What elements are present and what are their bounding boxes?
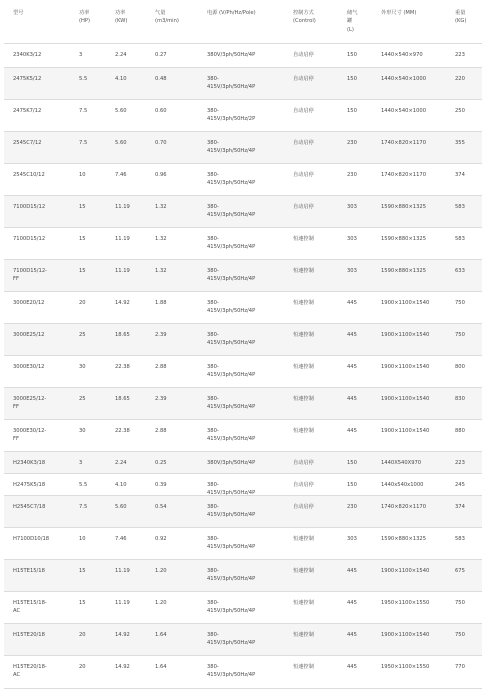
cell-model: H2475K5/18: [13, 482, 46, 488]
cell-power-kw: 4.10: [115, 482, 127, 488]
cell-model: 2545C7/12: [13, 140, 42, 146]
cell-power-kw: 18.65: [115, 396, 130, 402]
cell-power-supply: 380- 415V/3ph/50Hz/4P: [207, 140, 256, 155]
table-row: [4, 356, 482, 388]
cell-air-volume: 1.88: [155, 300, 167, 306]
cell-dimensions: 1590×880×1325: [381, 236, 426, 242]
cell-power-supply: 380- 415V/3ph/50Hz/4P: [207, 428, 256, 443]
cell-power-hp: 3: [79, 52, 83, 58]
cell-power-supply: 380- 415V/3ph/50Hz/4P: [207, 536, 256, 551]
cell-control: 恒速控制: [293, 536, 314, 542]
cell-weight: 374: [455, 504, 465, 510]
cell-control: 恒速控制: [293, 364, 314, 370]
cell-tank: 303: [347, 268, 357, 274]
cell-model: H15TE20/18- AC: [13, 664, 47, 679]
cell-control: 恒速控制: [293, 332, 314, 338]
cell-power-kw: 14.92: [115, 632, 130, 638]
cell-control: 恒速控制: [293, 236, 314, 242]
cell-power-supply: 380- 415V/3ph/50Hz/4P: [207, 482, 256, 497]
header-tank: 储气 罐 (L): [347, 10, 358, 33]
cell-model: 3000E30/12- FF: [13, 428, 47, 443]
cell-power-supply: 380- 415V/3ph/50Hz/4P: [207, 172, 256, 187]
cell-weight: 245: [455, 482, 465, 488]
cell-air-volume: 0.54: [155, 504, 167, 510]
cell-air-volume: 2.88: [155, 428, 167, 434]
cell-model: 3000E25/12: [13, 332, 45, 338]
cell-power-supply: 380- 415V/3ph/50Hz/4P: [207, 76, 256, 91]
cell-control: 恒速控制: [293, 664, 314, 670]
cell-weight: 750: [455, 300, 465, 306]
cell-control: 自动启停: [293, 460, 314, 466]
cell-power-hp: 20: [79, 632, 86, 638]
cell-air-volume: 0.60: [155, 108, 167, 114]
table-row: [4, 324, 482, 356]
cell-power-kw: 2.24: [115, 52, 127, 58]
cell-air-volume: 0.39: [155, 482, 167, 488]
table-row: [4, 474, 482, 496]
cell-power-hp: 30: [79, 428, 86, 434]
cell-air-volume: 2.39: [155, 332, 167, 338]
cell-dimensions: 1740×820×1170: [381, 504, 426, 510]
cell-dimensions: 1590×880×1325: [381, 268, 426, 274]
cell-model: H2545C7/18: [13, 504, 46, 510]
table-row: [4, 388, 482, 420]
cell-control: 自动启停: [293, 52, 314, 58]
cell-power-hp: 3: [79, 460, 83, 466]
cell-dimensions: 1590×880×1325: [381, 204, 426, 210]
cell-weight: 830: [455, 396, 465, 402]
cell-power-hp: 15: [79, 236, 86, 242]
cell-power-supply: 380- 415V/3ph/50Hz/4P: [207, 204, 256, 219]
cell-power-kw: 11.19: [115, 204, 130, 210]
cell-power-kw: 22.38: [115, 364, 130, 370]
cell-control: 恒速控制: [293, 600, 314, 606]
cell-power-supply: 380- 415V/3ph/50Hz/4P: [207, 300, 256, 315]
cell-power-hp: 10: [79, 172, 86, 178]
cell-tank: 445: [347, 428, 357, 434]
cell-weight: 750: [455, 600, 465, 606]
cell-power-supply: 380- 415V/3ph/50Hz/4P: [207, 364, 256, 379]
cell-weight: 223: [455, 460, 465, 466]
cell-dimensions: 1590×880×1325: [381, 536, 426, 542]
cell-weight: 355: [455, 140, 465, 146]
cell-power-hp: 20: [79, 664, 86, 670]
cell-model: 3000E25/12- FF: [13, 396, 47, 411]
table-body: [4, 44, 482, 689]
cell-power-hp: 15: [79, 204, 86, 210]
table-row: [4, 452, 482, 474]
cell-dimensions: 1900×1100×1540: [381, 396, 430, 402]
cell-power-kw: 14.92: [115, 300, 130, 306]
cell-power-hp: 15: [79, 568, 86, 574]
cell-weight: 750: [455, 632, 465, 638]
spec-table: [4, 3, 482, 689]
cell-power-hp: 10: [79, 536, 86, 542]
cell-tank: 230: [347, 504, 357, 510]
header-power-hp: 功率 (HP): [79, 10, 91, 25]
cell-dimensions: 1900×1100×1540: [381, 332, 430, 338]
cell-model: 3000E20/12: [13, 300, 45, 306]
cell-power-supply: 380- 415V/3ph/50Hz/4P: [207, 396, 256, 411]
table-row: [4, 292, 482, 324]
cell-power-kw: 7.46: [115, 172, 127, 178]
cell-tank: 150: [347, 76, 357, 82]
cell-tank: 150: [347, 52, 357, 58]
header-power-supply: 电源 (V/Ph/Hz/Pole): [207, 10, 256, 16]
cell-air-volume: 1.20: [155, 568, 167, 574]
cell-tank: 445: [347, 396, 357, 402]
cell-model: 2340K3/12: [13, 52, 42, 58]
cell-control: 自动启停: [293, 172, 314, 178]
cell-weight: 770: [455, 664, 465, 670]
table-row: [4, 496, 482, 528]
table-row: [4, 44, 482, 68]
cell-air-volume: 1.20: [155, 600, 167, 606]
cell-air-volume: 0.27: [155, 52, 167, 58]
cell-tank: 445: [347, 632, 357, 638]
cell-dimensions: 1900×1100×1540: [381, 364, 430, 370]
cell-power-kw: 11.19: [115, 236, 130, 242]
cell-dimensions: 1440×540×1000: [381, 108, 426, 114]
cell-dimensions: 1900×1100×1540: [381, 428, 430, 434]
cell-dimensions: 1900×1100×1540: [381, 632, 430, 638]
header-weight: 重量 (KG): [455, 10, 467, 25]
cell-control: 恒速控制: [293, 632, 314, 638]
cell-power-hp: 7.5: [79, 108, 88, 114]
cell-power-hp: 15: [79, 600, 86, 606]
cell-power-supply: 380V/3ph/50Hz/4P: [207, 52, 256, 58]
cell-air-volume: 0.25: [155, 460, 167, 466]
cell-power-hp: 30: [79, 364, 86, 370]
cell-model: H15TE20/18: [13, 632, 45, 638]
cell-power-hp: 5.5: [79, 76, 88, 82]
cell-power-supply: 380- 415V/3ph/50Hz/4P: [207, 268, 256, 283]
cell-dimensions: 1440×540×1000: [381, 76, 426, 82]
cell-air-volume: 2.39: [155, 396, 167, 402]
cell-model: 7100D15/12- FF: [13, 268, 48, 283]
header-model: 型号: [13, 10, 24, 16]
cell-weight: 633: [455, 268, 465, 274]
header-control: 控制方式 (Control): [293, 10, 316, 25]
table-row: [4, 68, 482, 100]
cell-power-hp: 20: [79, 300, 86, 306]
cell-tank: 445: [347, 300, 357, 306]
cell-weight: 800: [455, 364, 465, 370]
cell-tank: 150: [347, 108, 357, 114]
cell-power-supply: 380- 415V/3ph/50Hz/4P: [207, 664, 256, 679]
cell-model: H15TE15/18- AC: [13, 600, 47, 615]
cell-control: 自动启停: [293, 504, 314, 510]
table-row: [4, 260, 482, 292]
cell-power-kw: 5.60: [115, 108, 127, 114]
cell-tank: 150: [347, 482, 357, 488]
cell-dimensions: 1740×820×1170: [381, 140, 426, 146]
cell-weight: 374: [455, 172, 465, 178]
cell-air-volume: 0.70: [155, 140, 167, 146]
cell-air-volume: 1.32: [155, 204, 167, 210]
cell-air-volume: 2.88: [155, 364, 167, 370]
cell-power-kw: 7.46: [115, 536, 127, 542]
cell-weight: 750: [455, 332, 465, 338]
header-dimensions: 外形尺寸 (MM): [381, 10, 417, 16]
cell-dimensions: 1900×1100×1540: [381, 568, 430, 574]
cell-tank: 445: [347, 568, 357, 574]
cell-power-kw: 11.19: [115, 568, 130, 574]
cell-control: 自动启停: [293, 76, 314, 82]
cell-tank: 303: [347, 236, 357, 242]
table-row: [4, 196, 482, 228]
cell-weight: 880: [455, 428, 465, 434]
cell-power-supply: 380- 415V/3ph/50Hz/4P: [207, 504, 256, 519]
cell-control: 自动启停: [293, 140, 314, 146]
cell-power-kw: 18.65: [115, 332, 130, 338]
cell-dimensions: 1950×1100×1550: [381, 600, 430, 606]
cell-dimensions: 1440X540X970: [381, 460, 422, 466]
cell-model: H2340K3/18: [13, 460, 46, 466]
table-header-row: [4, 3, 482, 44]
table-row: [4, 164, 482, 196]
cell-tank: 303: [347, 204, 357, 210]
cell-weight: 220: [455, 76, 465, 82]
cell-tank: 445: [347, 664, 357, 670]
table-row: [4, 592, 482, 624]
cell-air-volume: 1.32: [155, 236, 167, 242]
cell-model: 2545C10/12: [13, 172, 45, 178]
cell-dimensions: 1440×540×970: [381, 52, 423, 58]
cell-power-hp: 7.5: [79, 140, 88, 146]
header-power-kw: 功率 (KW): [115, 10, 128, 25]
cell-air-volume: 0.48: [155, 76, 167, 82]
cell-power-kw: 2.24: [115, 460, 127, 466]
cell-control: 自动启停: [293, 108, 314, 114]
cell-tank: 303: [347, 536, 357, 542]
cell-tank: 230: [347, 140, 357, 146]
cell-dimensions: 1440x540x1000: [381, 482, 424, 488]
table-row: [4, 560, 482, 592]
cell-control: 自动启停: [293, 204, 314, 210]
cell-weight: 583: [455, 236, 465, 242]
cell-model: 7100D15/12: [13, 236, 46, 242]
cell-power-kw: 11.19: [115, 600, 130, 606]
cell-power-kw: 5.60: [115, 140, 127, 146]
cell-weight: 250: [455, 108, 465, 114]
cell-power-hp: 7.5: [79, 504, 88, 510]
cell-dimensions: 1740×820×1170: [381, 172, 426, 178]
cell-dimensions: 1950×1100×1550: [381, 664, 430, 670]
cell-power-hp: 15: [79, 268, 86, 274]
cell-power-kw: 5.60: [115, 504, 127, 510]
cell-power-supply: 380- 415V/3ph/50Hz/4P: [207, 568, 256, 583]
cell-control: 恒速控制: [293, 428, 314, 434]
cell-weight: 223: [455, 52, 465, 58]
cell-model: 7100D15/12: [13, 204, 46, 210]
cell-power-supply: 380- 415V/3ph/50Hz/4P: [207, 332, 256, 347]
cell-power-hp: 25: [79, 332, 86, 338]
cell-power-kw: 11.19: [115, 268, 130, 274]
cell-power-hp: 25: [79, 396, 86, 402]
cell-tank: 150: [347, 460, 357, 466]
cell-tank: 445: [347, 364, 357, 370]
table-row: [4, 132, 482, 164]
cell-air-volume: 1.32: [155, 268, 167, 274]
cell-air-volume: 0.96: [155, 172, 167, 178]
cell-air-volume: 0.92: [155, 536, 167, 542]
cell-model: H7100D10/18: [13, 536, 50, 542]
cell-power-kw: 14.92: [115, 664, 130, 670]
cell-model: 2475K5/12: [13, 76, 42, 82]
cell-model: H15TE15/18: [13, 568, 45, 574]
cell-air-volume: 1.64: [155, 632, 167, 638]
cell-air-volume: 1.64: [155, 664, 167, 670]
cell-tank: 230: [347, 172, 357, 178]
table-row: [4, 420, 482, 452]
cell-power-kw: 4.10: [115, 76, 127, 82]
cell-model: 3000E30/12: [13, 364, 45, 370]
cell-tank: 445: [347, 600, 357, 606]
cell-model: 2475K7/12: [13, 108, 42, 114]
table-row: [4, 100, 482, 132]
cell-control: 恒速控制: [293, 268, 314, 274]
cell-power-supply: 380V/3ph/50Hz/4P: [207, 460, 256, 466]
cell-dimensions: 1900×1100×1540: [381, 300, 430, 306]
cell-power-supply: 380- 415V/3ph/50Hz/4P: [207, 600, 256, 615]
cell-control: 恒速控制: [293, 568, 314, 574]
table-row: [4, 624, 482, 656]
cell-control: 恒速控制: [293, 396, 314, 402]
cell-tank: 445: [347, 332, 357, 338]
table-row: [4, 528, 482, 560]
cell-control: 恒速控制: [293, 300, 314, 306]
cell-weight: 583: [455, 536, 465, 542]
header-air-volume: 气量 (m3/min): [155, 10, 179, 25]
cell-weight: 583: [455, 204, 465, 210]
cell-power-kw: 22.38: [115, 428, 130, 434]
cell-weight: 675: [455, 568, 465, 574]
cell-control: 自动启停: [293, 482, 314, 488]
cell-power-hp: 5.5: [79, 482, 88, 488]
cell-power-supply: 380- 415V/3ph/50Hz/4P: [207, 632, 256, 647]
table-row: [4, 228, 482, 260]
cell-power-supply: 380- 415V/3ph/50Hz/4P: [207, 236, 256, 251]
table-row: [4, 656, 482, 689]
cell-power-supply: 380- 415V/3ph/50Hz/2P: [207, 108, 256, 123]
